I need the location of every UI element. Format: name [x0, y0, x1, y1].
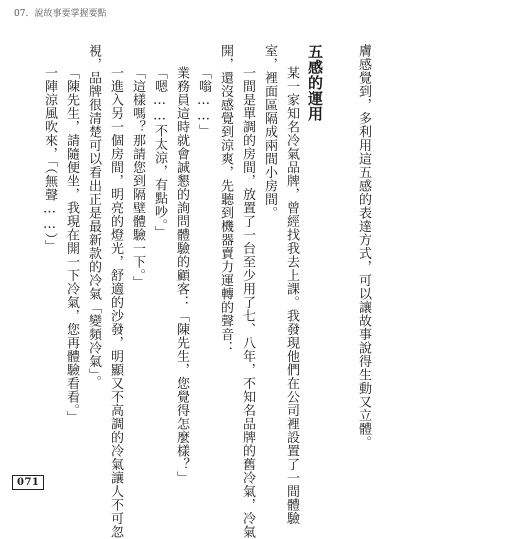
text-column-2: 某一家知名冷氣品牌，曾經找我去上課。我發現他們在公司裡設置了一間體驗	[284, 66, 299, 525]
text-column-13: 一陣涼風吹來，「（無聲……）」	[42, 66, 57, 253]
text-column-10: 一進入另一個房間，明亮的燈光，舒適的沙發，明顯又不高調的冷氣讓人不可忽	[108, 66, 123, 539]
text-column-6: 「嗡……」	[196, 66, 211, 138]
running-header: 07．說故事要掌握要點	[14, 9, 107, 19]
text-column-12: 「陳先生，請隨便坐，我現在開一下冷氣，您再體驗看看。」	[64, 66, 79, 424]
text-column-1: 膚感覺到，多利用這五感的表達方式，可以讓故事說得生動又立體。	[356, 44, 371, 449]
text-column-5: 開，還沒感覺到涼爽，先聽到機器賣力運轉的聲音：	[218, 44, 233, 355]
text-column-7: 業務員這時就會誠懇的詢問體驗的顧客：「陳先生，您覺得怎麼樣？」	[174, 66, 189, 485]
text-column-8: 「嗯……不太涼，有點吵。」	[152, 66, 167, 239]
text-column-9: 「這樣嗎？那請您到隔壁體驗一下。」	[130, 66, 145, 289]
text-column-4: 一間是單調的房間，放置了一台至少用了七、八年，不知名品牌的舊冷氣，冷氣	[240, 66, 255, 539]
section-heading: 五感的運用	[306, 44, 324, 122]
text-column-11: 視，品牌很清楚可以看出正是最新款的冷氣「變頻冷氣」。	[86, 44, 101, 389]
page-number: 071	[12, 475, 44, 490]
text-column-3: 室，裡面區隔成兩間小房間。	[262, 44, 277, 220]
